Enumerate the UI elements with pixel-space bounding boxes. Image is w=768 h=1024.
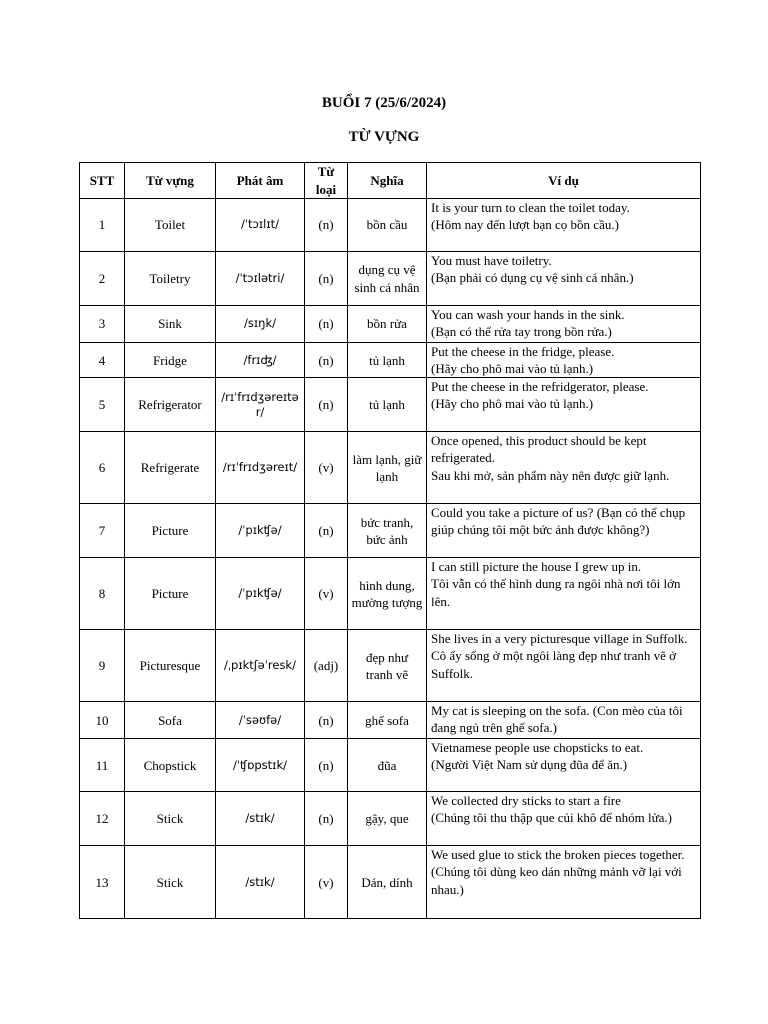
pronunciation: /ˌpɪktʃəˈresk/: [216, 630, 305, 702]
table-row: [80, 378, 701, 432]
example-cell: [427, 792, 701, 846]
column-header-word: Từ vựng: [125, 163, 216, 199]
example-cell: [427, 343, 701, 378]
example-cell: [427, 306, 701, 343]
meaning: đẹp như tranh vẽ: [348, 630, 427, 702]
table-row: [80, 504, 701, 558]
example-cell: [427, 252, 701, 306]
vocab-word: Toiletry: [125, 252, 216, 306]
part-of-speech: (n): [305, 378, 348, 432]
example-cell: [427, 199, 701, 252]
row-number: 5: [80, 378, 125, 432]
part-of-speech: (n): [305, 739, 348, 792]
example-line: Tôi vẫn có thể hình dung ra ngôi nhà nơi tôi lớn lên.: [431, 576, 681, 609]
column-header-pronunciation: Phát âm: [216, 163, 305, 199]
row-number: 8: [80, 558, 125, 630]
example-line: My cat is sleeping on the sofa. (Con mèo của tôi đang ngủ trên ghế sofa.): [431, 703, 683, 736]
example-line: You must have toiletry.: [431, 253, 552, 268]
table-row: [80, 432, 701, 504]
part-of-speech: (n): [305, 252, 348, 306]
example-line: (Chúng tôi thu thập que củi khô để nhóm lửa.): [431, 810, 673, 826]
meaning: Dán, dính: [348, 846, 427, 919]
pronunciation: /stɪk/: [216, 792, 305, 846]
meaning: làm lạnh, giữ lạnh: [348, 432, 427, 504]
vocab-word: Picture: [125, 504, 216, 558]
row-number: 6: [80, 432, 125, 504]
part-of-speech: (v): [305, 846, 348, 919]
example-line: Once opened, this product should be kept refrigerated.: [431, 433, 647, 466]
vocab-word: Refrigerator: [125, 378, 216, 432]
example-line: It is your turn to clean the toilet today.: [431, 200, 630, 215]
header-row: [80, 163, 701, 199]
row-number: 11: [80, 739, 125, 792]
meaning: đũa: [348, 739, 427, 792]
example-line: Put the cheese in the refridgerator, please.: [431, 379, 649, 395]
table-row: [80, 702, 701, 739]
row-number: 1: [80, 199, 125, 252]
page-title: BUỔI 7 (25/6/2024): [321, 95, 447, 111]
example-line: (Người Việt Nam sử dụng đũa để ăn.): [431, 757, 628, 773]
vocab-word: Chopstick: [125, 739, 216, 792]
pronunciation: /stɪk/: [216, 846, 305, 919]
meaning: tủ lạnh: [348, 343, 427, 378]
row-number: 2: [80, 252, 125, 306]
example-line: She lives in a very picturesque village in Suffolk.: [431, 631, 688, 647]
vocab-word: Refrigerate: [125, 432, 216, 504]
meaning: bồn rửa: [348, 306, 427, 343]
table-row: [80, 739, 701, 792]
pronunciation: /ˈpɪkʧə/: [216, 558, 305, 630]
vocab-word: Sink: [125, 306, 216, 343]
pronunciation: /ˈtɔɪlətri/: [216, 252, 305, 306]
table-row: [80, 252, 701, 306]
part-of-speech: (n): [305, 702, 348, 739]
meaning: tủ lạnh: [348, 378, 427, 432]
part-of-speech: (n): [305, 504, 348, 558]
example-line: (Hãy cho phô mai vào tủ lạnh.): [431, 361, 594, 377]
example-line: Vietnamese people use chopsticks to eat.: [431, 740, 644, 756]
part-of-speech: (adj): [305, 630, 348, 702]
part-of-speech: (n): [305, 343, 348, 378]
example-line: You can wash your hands in the sink.: [431, 307, 625, 322]
meaning: dụng cụ vệ sinh cá nhân: [348, 252, 427, 306]
example-line: I can still picture the house I grew up in.: [431, 559, 642, 575]
example-cell: [427, 739, 701, 792]
vocab-word: Fridge: [125, 343, 216, 378]
section-title: TỪ VỰNG: [348, 129, 420, 145]
meaning: bồn cầu: [348, 199, 427, 252]
example-cell: [427, 432, 701, 504]
vocab-word: Toilet: [125, 199, 216, 252]
table-row: [80, 630, 701, 702]
pronunciation: /sɪŋk/: [216, 306, 305, 343]
table-row: [80, 199, 701, 252]
row-number: 13: [80, 846, 125, 919]
table-row: [80, 846, 701, 919]
meaning: bức tranh, bức ảnh: [348, 504, 427, 558]
part-of-speech: (n): [305, 792, 348, 846]
vocab-word: Picturesque: [125, 630, 216, 702]
example-line: Could you take a picture of us? (Bạn có thể chụp giúp chúng tôi một bức ảnh được không?): [431, 505, 686, 538]
example-cell: [427, 378, 701, 432]
table-row: [80, 792, 701, 846]
example-line: (Hãy cho phô mai vào tủ lạnh.): [431, 396, 594, 412]
pronunciation: /ˈpɪkʧə/: [216, 504, 305, 558]
vocab-word: Sofa: [125, 702, 216, 739]
table-header: [80, 163, 701, 199]
pronunciation: /ˈʧɒpstɪk/: [216, 739, 305, 792]
example-line: Put the cheese in the fridge, please.: [431, 344, 615, 359]
example-cell: [427, 558, 701, 630]
vocabulary-table: [79, 162, 701, 919]
example-line: We collected dry sticks to start a fire: [431, 793, 621, 809]
row-number: 10: [80, 702, 125, 739]
part-of-speech: (n): [305, 306, 348, 343]
part-of-speech: (v): [305, 558, 348, 630]
pronunciation: /rɪˈfrɪdʒəreɪt/: [216, 432, 305, 504]
column-header-stt: STT: [80, 163, 125, 199]
table-body: [80, 199, 701, 919]
vocab-word: Stick: [125, 846, 216, 919]
example-line: We used glue to stick the broken pieces together.: [431, 847, 685, 863]
example-line: Cô ấy sống ở một ngôi làng đẹp như tranh vẽ ở Suffolk.: [431, 648, 677, 681]
example-cell: [427, 846, 701, 919]
pronunciation: /rɪˈfrɪdʒəreɪtə r/: [216, 378, 305, 432]
example-cell: [427, 630, 701, 702]
part-of-speech: (n): [305, 199, 348, 252]
row-number: 4: [80, 343, 125, 378]
pronunciation: /ˈtɔɪlɪt/: [216, 199, 305, 252]
meaning: ghế sofa: [348, 702, 427, 739]
column-header-part-of-speech: Từ loại: [305, 163, 348, 199]
example-line: Sau khi mở, sản phẩm này nên được giữ lạnh.: [431, 467, 670, 483]
example-line: (Chúng tôi dùng keo dán những mảnh vỡ lại với nhau.): [431, 864, 682, 897]
example-cell: [427, 702, 701, 739]
part-of-speech: (v): [305, 432, 348, 504]
row-number: 7: [80, 504, 125, 558]
pronunciation: /ˈsəʊfə/: [216, 702, 305, 739]
column-header-meaning: Nghĩa: [348, 163, 427, 199]
column-header-example: Ví dụ: [427, 163, 701, 199]
table-row: [80, 558, 701, 630]
example-cell: [427, 504, 701, 558]
pronunciation: /frɪʤ/: [216, 343, 305, 378]
meaning: hình dung, mường tượng: [348, 558, 427, 630]
vocab-word: Picture: [125, 558, 216, 630]
example-line: (Bạn phải có dụng cụ vệ sinh cá nhân.): [431, 270, 634, 286]
row-number: 9: [80, 630, 125, 702]
example-line: (Bạn có thể rửa tay trong bồn rửa.): [431, 324, 612, 340]
row-number: 3: [80, 306, 125, 343]
table-row: [80, 306, 701, 343]
meaning: gậy, que: [348, 792, 427, 846]
example-line: (Hôm nay đến lượt bạn cọ bồn cầu.): [431, 217, 619, 233]
vocab-word: Stick: [125, 792, 216, 846]
row-number: 12: [80, 792, 125, 846]
table-row: [80, 343, 701, 378]
